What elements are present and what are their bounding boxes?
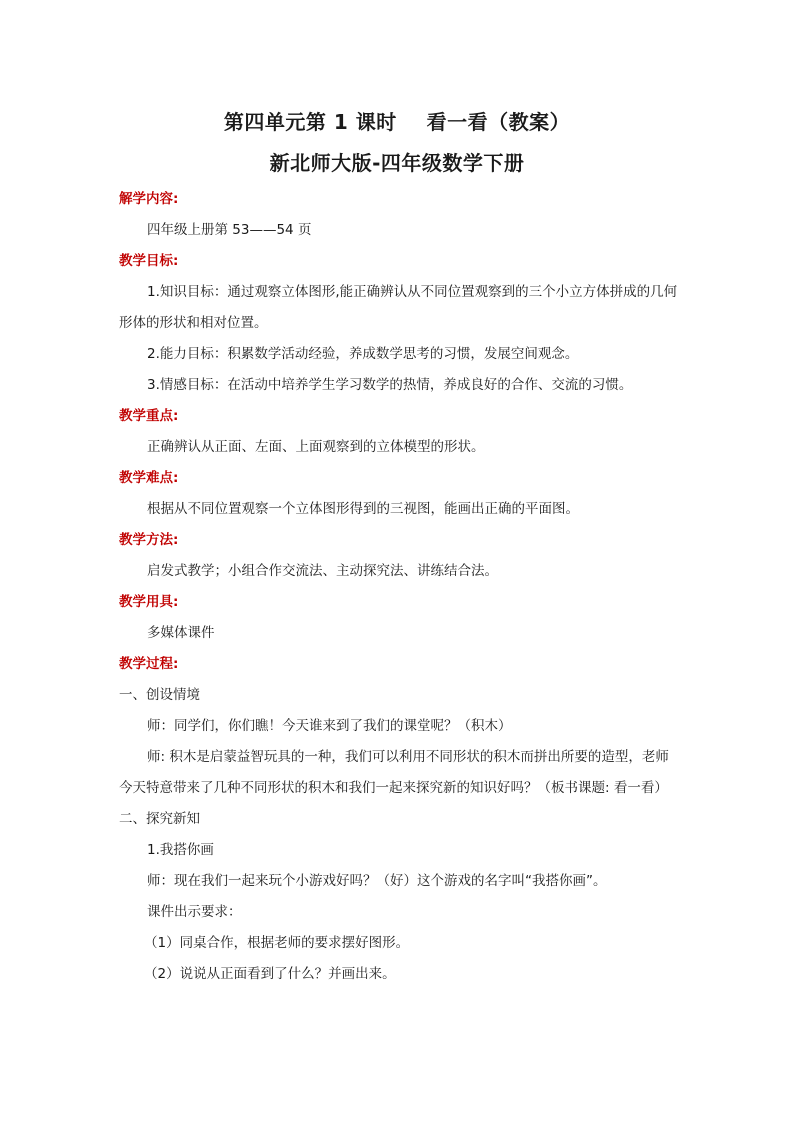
key-points-heading: 教学重点: <box>119 408 179 424</box>
content-text: 四年级上册第 53——54 页 <box>147 222 312 238</box>
method-text: 启发式教学；小组合作交流法、主动探究法、讲练结合法。 <box>147 563 498 579</box>
difficulty-text: 根据从不同位置观察一个立体图形得到的三视图，能画出正确的平面图。 <box>147 501 579 517</box>
document-title: 第四单元第 1 课时 看一看（教案） <box>223 110 571 134</box>
requirement-2: （2）说说从正面看到了什么？并画出来。 <box>144 966 396 982</box>
goal-ability: 2.能力目标：积累数学活动经验，养成数学思考的习惯，发展空间观念。 <box>147 346 579 362</box>
goal-emotion: 3.情感目标：在活动中培养学生学习数学的热情，养成良好的合作、交流的习惯。 <box>147 377 633 393</box>
section-create-situation: 一、创设情境 <box>119 687 200 703</box>
requirement-1: （1）同桌合作，根据老师的要求摆好图形。 <box>144 935 410 951</box>
document-body <box>119 184 679 990</box>
goals-heading: 教学目标: <box>119 253 179 269</box>
method-heading: 教学方法: <box>119 532 179 548</box>
tools-heading: 教学用具: <box>119 594 179 610</box>
content-heading: 解学内容: <box>119 191 179 207</box>
subsection-build-draw: 1.我搭你画 <box>147 842 214 858</box>
teacher-dialog-1: 师：同学们，你们瞧！今天谁来到了我们的课堂呢？（积木） <box>147 718 512 734</box>
process-heading: 教学过程: <box>119 656 179 672</box>
difficulty-heading: 教学难点: <box>119 470 179 486</box>
requirements-label: 课件出示要求： <box>147 904 242 920</box>
teacher-dialog-3: 师：现在我们一起来玩个小游戏好吗？（好）这个游戏的名字叫“我搭你画”。 <box>147 873 607 889</box>
teacher-dialog-2: 师: 积木是启蒙益智玩具的一种，我们可以利用不同形状的积木而拼出所要的造型，老师今天特意带来了几种不同形状的积木和我们一起来探究新的知识好吗？（板书课题: 看一看） <box>119 749 669 796</box>
key-points-text: 正确辨认从正面、左面、上面观察到的立体模型的形状。 <box>147 439 485 455</box>
document-subtitle: 新北师大版-四年级数学下册 <box>269 151 525 175</box>
section-explore-new: 二、探究新知 <box>119 811 200 827</box>
tools-text: 多媒体课件 <box>147 625 215 641</box>
goal-knowledge: 1.知识目标：通过观察立体图形,能正确辨认从不同位置观察到的三个小立方体拼成的几何形体的形状和相对位置。 <box>119 284 678 331</box>
